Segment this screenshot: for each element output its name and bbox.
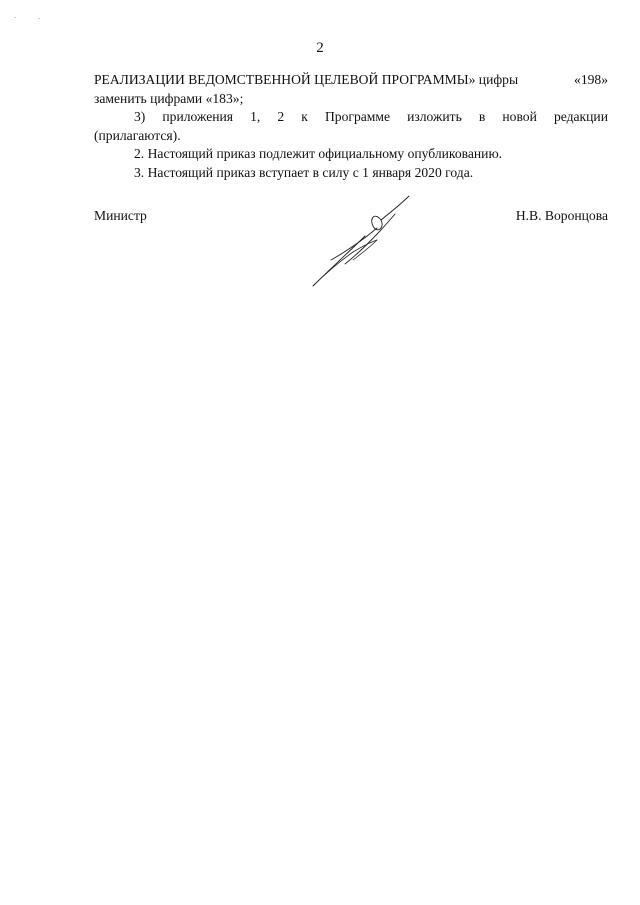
scan-speck [14,17,16,18]
document-body [94,71,608,182]
item-3-line [94,108,608,127]
handwritten-signature [305,190,415,290]
item-3-word: изложить [407,109,462,124]
item-3-word: в [478,109,486,124]
item-3-word: 1, [250,109,261,124]
signer-name: Н.В. Воронцова [515,208,608,223]
text-line-2: заменить цифрами «183»; [94,90,244,106]
item-3-word: 2 [277,109,285,124]
item-3-word: приложения [162,109,234,124]
program-title-fragment: РЕАЛИЗАЦИИ ВЕДОМСТВЕННОЙ ЦЕЛЕВОЙ ПРОГРАММЫ» цифры [94,72,519,87]
clause-3: 3. Настоящий приказ вступает в силу с 1 января 2020 года. [134,164,474,180]
item-3-word: Программе [324,109,391,124]
old-number-quote: «198» [574,72,608,87]
page-number: 2 [316,40,324,56]
item-3-word: к [301,109,308,124]
scan-speck [38,18,40,19]
item-3-word: новой [502,109,537,124]
signer-title: Министр [94,208,147,223]
clause-2: 2. Настоящий приказ подлежит официальному опубликованию. [134,146,502,161]
text-line-1 [94,71,608,90]
item-3-word: 3) [134,109,146,124]
item-3-word: редакции [553,109,608,124]
item-3-continuation: (прилагаются). [94,127,181,143]
